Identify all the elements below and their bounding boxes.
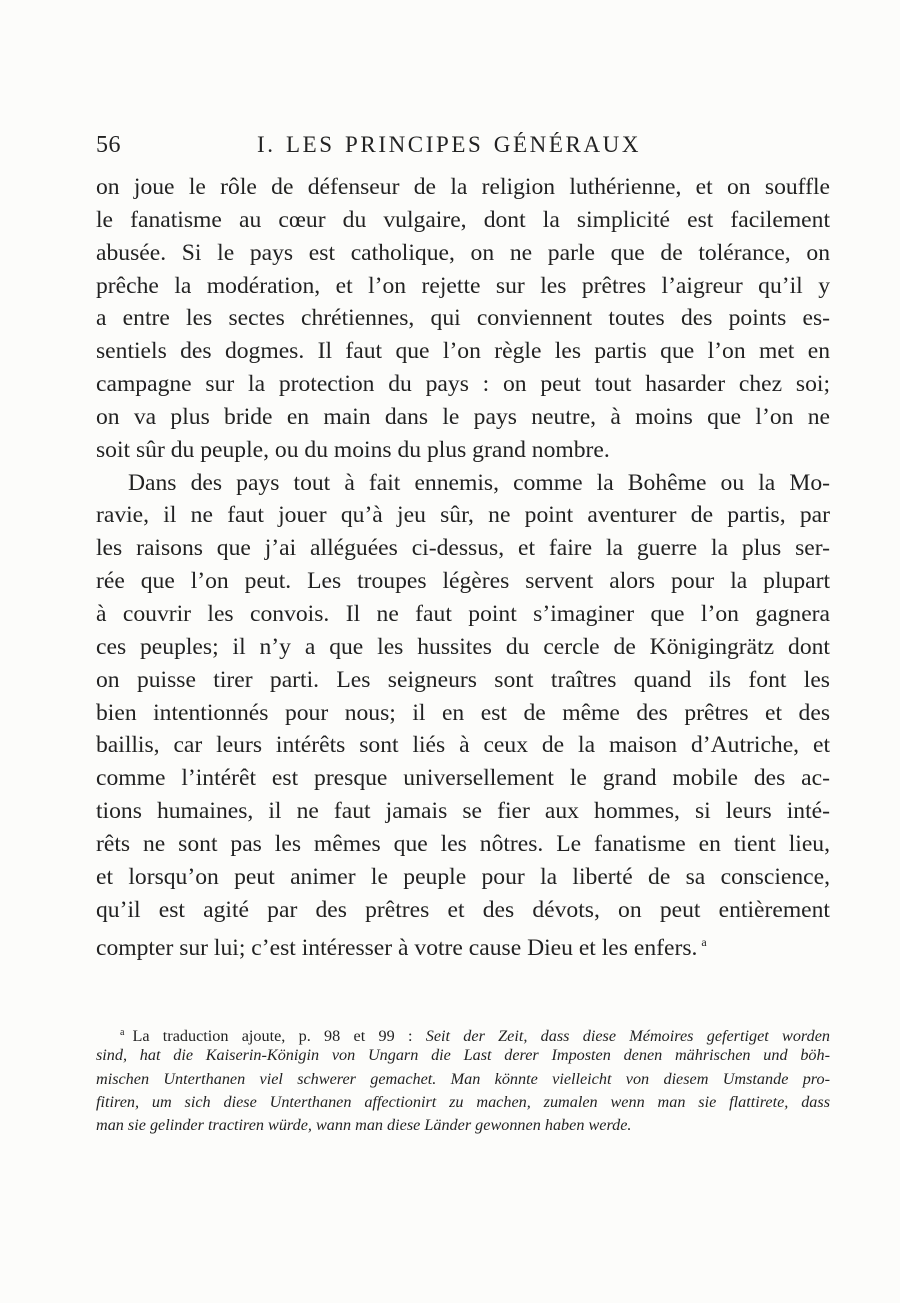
body-line-final-text: compter sur lui; c’est intéresser à votre cause Dieu et les enfers. — [96, 935, 698, 962]
page-heading: I. LES PRINCIPES GÉNÉRAUX — [257, 132, 642, 157]
body-line: qu’il est agité par des prêtres et des dévots, on peut entièrement — [96, 896, 830, 923]
body-line: abusée. Si le pays est catholique, on ne parle que de tolérance, on — [96, 239, 830, 266]
footnote — [96, 1021, 830, 1137]
body-line: on puisse tirer parti. Les seigneurs sont traîtres quand ils font les — [96, 666, 830, 693]
body-line: a entre les sectes chrétiennes, qui conviennent toutes des points es- — [96, 305, 830, 332]
body-line: le fanatisme au cœur du vulgaire, dont la simplicité est facilement — [96, 206, 830, 233]
page-number: 56 — [96, 132, 121, 158]
body-line: rée que l’on peut. Les troupes légères servent alors pour la plupart — [96, 568, 830, 595]
body-line: on joue le rôle de défenseur de la religion luthérienne, et on souffle — [96, 174, 830, 200]
footnote-quote: Seit der Zeit, dass diese Mémoires gefertiget worden — [425, 1027, 831, 1045]
footnote-line: mischen Unterthanen viel schwerer gemachet. Man könnte vielleicht von diesem Umstande pro- — [96, 1069, 830, 1088]
body-line: Dans des pays tout à fait ennemis, comme la Bohême ou la Mo- — [128, 469, 830, 496]
body-line: et lorsqu’on peut animer le peuple pour la liberté de sa conscience, — [96, 863, 830, 890]
running-head — [96, 132, 828, 164]
footnote-line: sind, hat die Kaiserin-Königin von Ungarn die Last derer Imposten denen mährischen und böh- — [96, 1046, 830, 1065]
body-line: comme l’intérêt est presque universellement le grand mobile des ac- — [96, 765, 830, 792]
body-line: baillis, car leurs intérêts sont liés à ceux de la maison d’Autriche, et — [96, 732, 830, 759]
body-line: bien intentionnés pour nous; il en est de même des prêtres et des — [96, 699, 830, 726]
body-line: on va plus bride en main dans le pays neutre, à moins que l’on ne — [96, 403, 830, 430]
body-line: sentiels des dogmes. Il faut que l’on règle les partis que l’on met en — [96, 338, 830, 365]
body-line: ces peuples; il n’y a que les hussites du cercle de Königingrätz dont — [96, 633, 830, 660]
body-text — [96, 171, 830, 962]
footnote-intro: La traduction ajoute, p. 98 et 99 : — [132, 1027, 413, 1045]
body-line: à couvrir les convois. Il ne faut point s’imaginer que l’on gagnera — [96, 600, 830, 627]
body-line: prêche la modération, et l’on rejette sur les prêtres l’aigreur qu’il y — [96, 272, 830, 299]
footnote-line: fitiren, um sich diese Unterthanen affectionirt zu machen, zumalen wenn man sie flattirete, dass — [96, 1092, 830, 1111]
body-line: les raisons que j’ai alléguées ci-dessus, et faire la guerre la plus ser- — [96, 535, 830, 562]
footnote-mark: a — [120, 1027, 125, 1038]
footnote-line — [96, 1021, 830, 1044]
footnote-reference[interactable]: a — [701, 935, 707, 950]
body-line: ravie, il ne faut jouer qu’à jeu sûr, ne point aventurer de partis, par — [96, 502, 830, 529]
body-line: rêts ne sont pas les mêmes que les nôtres. Le fanatisme en tient lieu, — [96, 830, 830, 857]
body-line: campagne sur la protection du pays : on peut tout hasarder chez soi; — [96, 371, 830, 398]
body-line: soit sûr du peuple, ou du moins du plus grand nombre. — [96, 436, 610, 463]
body-line: tions humaines, il ne faut jamais se fier aux hommes, si leurs inté- — [96, 798, 830, 825]
body-line-final — [96, 926, 830, 962]
footnote-line: man sie gelinder tractiren würde, wann man diese Länder gewonnen haben werde. — [96, 1116, 632, 1135]
